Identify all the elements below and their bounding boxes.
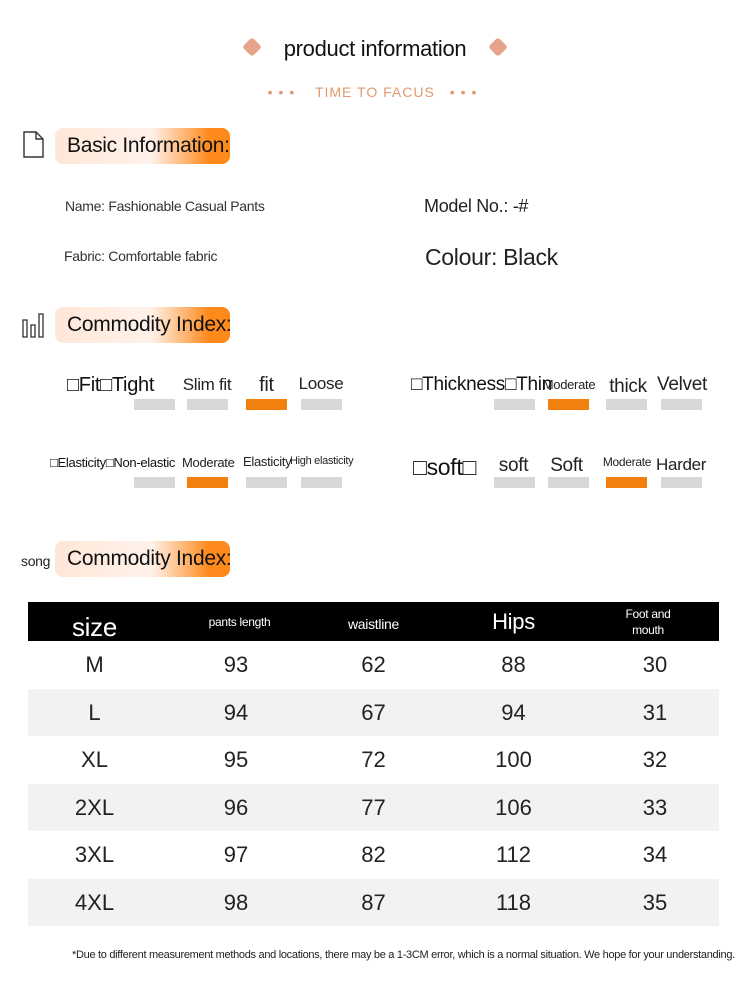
page-title: product information bbox=[283, 36, 467, 61]
index-option: Moderate bbox=[182, 455, 235, 470]
table-cell: 82 bbox=[361, 842, 386, 867]
index-bar bbox=[494, 399, 535, 410]
table-cell: 72 bbox=[361, 747, 386, 772]
table-cell: 94 bbox=[223, 699, 249, 725]
index-bar bbox=[661, 477, 702, 488]
table-cell: 95 bbox=[223, 747, 249, 772]
section-tag-basic bbox=[55, 128, 230, 164]
table-row bbox=[28, 689, 719, 737]
table-cell: 77 bbox=[361, 794, 386, 820]
table-cell: 31 bbox=[642, 699, 668, 725]
size-table bbox=[28, 602, 719, 926]
table-cell: 100 bbox=[495, 747, 532, 772]
index-bar-selected bbox=[548, 399, 589, 410]
table-cell: 88 bbox=[501, 652, 526, 677]
table-row bbox=[28, 736, 719, 784]
index-option: High elasticity bbox=[290, 455, 354, 467]
table-header-cell: Hips bbox=[492, 608, 535, 634]
table-cell: 67 bbox=[361, 699, 386, 725]
index-option: Moderate bbox=[602, 455, 652, 469]
index-bar bbox=[134, 477, 175, 488]
index-label-thickness: □Thickness□Thin bbox=[411, 374, 552, 395]
table-header-cell: pants length bbox=[208, 614, 271, 629]
table-cell: 93 bbox=[223, 652, 249, 677]
index-option: Harder bbox=[656, 455, 707, 474]
heart-icon bbox=[242, 37, 262, 57]
table-cell: 33 bbox=[642, 794, 668, 820]
model-number: Model No.: -# bbox=[424, 196, 529, 216]
decorative-dots: ••• bbox=[449, 84, 483, 100]
index-bar bbox=[134, 399, 175, 410]
table-cell: 2XL bbox=[74, 794, 115, 820]
table-cell: 34 bbox=[642, 842, 668, 867]
table-row bbox=[28, 784, 719, 832]
index-option: Moderate bbox=[542, 377, 596, 392]
table-cell: 118 bbox=[495, 889, 532, 915]
index-option: Velvet bbox=[657, 374, 707, 395]
subtitle-text: TIME TO FACUS bbox=[314, 84, 435, 100]
footnote: *Due to different measurement methods and locations, there may be a 1-3CM error, which is a normal situation. We hope for your understanding. bbox=[72, 949, 735, 961]
index-bar-selected bbox=[246, 399, 287, 410]
section-tag-commodity bbox=[55, 307, 230, 343]
section-title: Commodity Index: bbox=[67, 547, 232, 570]
index-bar bbox=[301, 399, 342, 410]
table-row bbox=[28, 831, 719, 879]
table-cell: 62 bbox=[361, 652, 386, 677]
table-cell: 4XL bbox=[74, 889, 115, 915]
index-label-elasticity: □Elasticity□Non-elastic bbox=[50, 455, 176, 470]
product-colour: Colour: Black bbox=[425, 244, 558, 270]
index-label-soft: □soft□ bbox=[413, 454, 477, 480]
index-label-fit: □Fit□Tight bbox=[67, 374, 155, 396]
table-cell: XL bbox=[81, 747, 108, 772]
index-option: Soft bbox=[550, 455, 583, 476]
table-cell: L bbox=[88, 699, 101, 725]
page-subtitle bbox=[0, 84, 750, 100]
table-header-cell: Foot and mouth bbox=[625, 606, 671, 637]
table-header-cell: size bbox=[71, 612, 118, 642]
table-row bbox=[28, 879, 719, 927]
table-row bbox=[28, 641, 719, 689]
table-header bbox=[28, 602, 719, 641]
table-cell: 32 bbox=[642, 747, 668, 772]
index-option: thick bbox=[609, 376, 647, 397]
product-fabric: Fabric: Comfortable fabric bbox=[64, 248, 218, 264]
table-cell: 3XL bbox=[74, 842, 115, 867]
index-option: fit bbox=[259, 374, 274, 396]
index-bar bbox=[661, 399, 702, 410]
table-body bbox=[28, 641, 719, 926]
bar-chart-icon bbox=[22, 312, 44, 338]
table-cell: 112 bbox=[495, 842, 532, 867]
index-bar bbox=[548, 477, 589, 488]
section-title: Commodity Index: bbox=[67, 313, 232, 336]
table-cell: 98 bbox=[223, 889, 249, 915]
index-option: Loose bbox=[298, 374, 344, 393]
index-option: Elasticity bbox=[243, 454, 292, 469]
index-bar-selected bbox=[606, 477, 647, 488]
page-header bbox=[0, 36, 750, 62]
index-bar bbox=[301, 477, 342, 488]
index-option: Slim fit bbox=[182, 375, 232, 394]
table-cell: 96 bbox=[223, 794, 249, 820]
table-cell: 87 bbox=[361, 889, 386, 915]
table-cell: 30 bbox=[642, 652, 668, 677]
index-bar bbox=[187, 399, 228, 410]
index-option: soft bbox=[498, 455, 529, 476]
section-tag-size bbox=[55, 541, 230, 577]
document-icon bbox=[22, 131, 44, 158]
index-bar bbox=[246, 477, 287, 488]
index-bar bbox=[494, 477, 535, 488]
table-cell: 97 bbox=[223, 842, 249, 867]
index-bar bbox=[606, 399, 647, 410]
index-bar-selected bbox=[187, 477, 228, 488]
decorative-dots: ••• bbox=[267, 84, 301, 100]
table-cell: 35 bbox=[642, 889, 668, 915]
table-cell: M bbox=[85, 652, 104, 677]
table-header-cell: waistline bbox=[348, 615, 399, 632]
heart-icon bbox=[488, 37, 508, 57]
table-cell: 106 bbox=[495, 794, 532, 820]
size-side-label: song bbox=[21, 553, 51, 569]
product-name: Name: Fashionable Casual Pants bbox=[65, 198, 265, 214]
section-title: Basic Information: bbox=[67, 134, 230, 157]
table-cell: 94 bbox=[501, 699, 526, 725]
